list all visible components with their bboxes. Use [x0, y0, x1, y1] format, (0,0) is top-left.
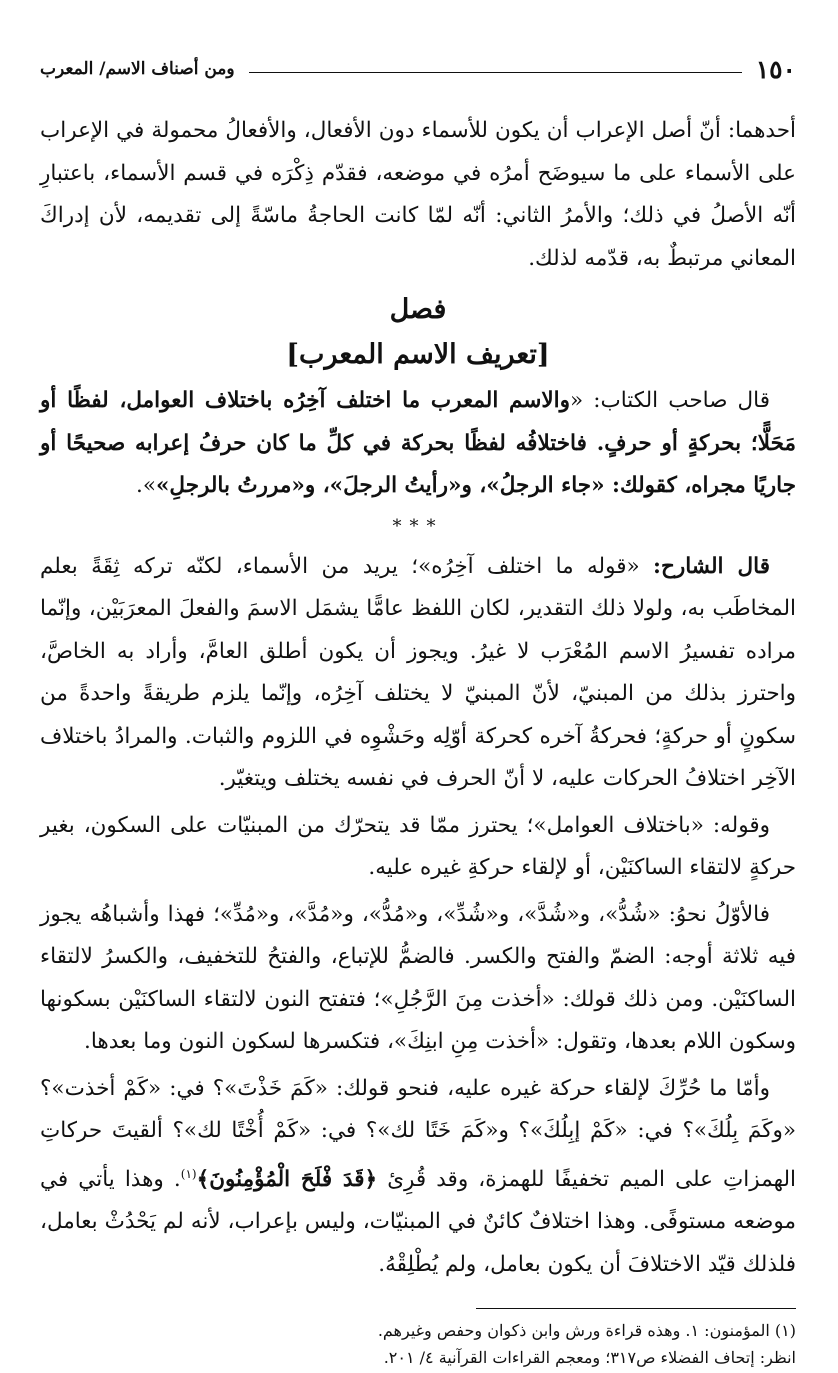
footnote-marker: (١) — [180, 1166, 197, 1181]
commentary-paragraph — [40, 546, 796, 801]
quran-quote: ﴿قَدَ فْلَحَ الْمُؤْمِنُونَ﴾ — [196, 1166, 378, 1192]
author-quote-close: ». — [135, 473, 156, 498]
section-separator: *** — [392, 515, 444, 537]
footnote-1: (١) المؤمنون: ١. وهذه قراءة ورش وابن ذكوان وحفص وغيرهم. — [377, 1321, 796, 1341]
paragraph-5 — [40, 1068, 796, 1287]
running-title: ومن أصناف الاسم/ المعرب — [40, 59, 235, 79]
section-subtitle: [تعريف الاسم المعرب] — [286, 339, 550, 370]
footnote-1-continued: انظر: إتحاف الفضلاء ص٣١٧؛ ومعجم القراءات القرآنية ٤/ ٢٠١. — [383, 1348, 796, 1368]
paragraph-3: وقوله: «باختلاف العوامل»؛ يحترز ممّا قد يتحرّك من المبنيّات على السكون، بغير حركةٍ لالتقاء الساكنَيْن، أو لإلقاء حركةِ غيره عليه. — [40, 812, 796, 880]
footnote-rule — [476, 1308, 796, 1309]
header-rule — [249, 72, 742, 73]
paragraph-4: فالأوّلُ نحوُ: «شُدُّ»، و«شُدَّ»، و«شُدِّ»، و«مُدُّ»، و«مُدَّ»، و«مُدِّ»؛ فهذا وأشباهُه يجوز فيه ثلاثة أوجه: الضمّ والفتح والكسر. فالضمُّ للإتباع، والفتحُ للتخفيف، والكسرُ لالتقاء الساكنَيْن. ومن ذلك قولك: «أخذت مِنَ الرَّجُلِ»؛ فتفتح النون لالتقاء الساكنَيْن بسكونها وسكون اللام بعدها، وتقول: «أخذت مِنِ ابنِكَ»، فتكسرها لسكون النون وما بعدها. — [40, 901, 796, 1054]
author-intro: قال صاحب الكتاب: « — [569, 388, 770, 413]
paragraph-5-text: وأمّا ما حُرِّكَ لإلقاء حركة غيره عليه، فنحو قولك: «كَمَ خَذْتَ»؟ في: «كَمْ أخذت»؟ «وكَمَ بِلُكَ»؟ في: «كَمْ إبِلُكَ»؟ و«كَمَ خَتًا لك»؟ في: «كَمْ أُخْتًا لك»؟ ألقيتَ حركاتِ الهمزاتِ على الميم تخفيفًا للهمزة، وقد قُرِئ — [40, 1075, 797, 1192]
commentator-label: قال الشارح: — [653, 553, 770, 579]
running-header — [40, 52, 796, 86]
author-quote: والاسم المعرب ما اختلف آخِرُه باختلاف العوامل، لفظًا أو مَحَلًّا؛ بحركةٍ أو حرفٍ. فاختلافُه لفظًا بحركة في كلِّ ما كان حرفُ إعرابه صحيحًا أو جاريًا مجراه، كقولك: «جاء الرجلُ»، و«رأيتُ الرجلَ»، و«مررتُ بالرجلِ» — [40, 388, 796, 498]
commentary-text: «قوله ما اختلف آخِرُه»؛ يريد من الأسماء، لكنّه تركه ثِقَةً بعلم المخاطَب به، ولولا ذلك التقدير، لكان اللفظ عامًّا يشمَل الاسمَ والفعلَ المعرَبَيْن، وإنّما مراده تفسيرُ الاسم المُعْرَب لا غيرُ. ويجوز أن يكون أطلق العامَّ، وأراد به الخاصَّ، واحترز بذلك من المبنيّ، لأنّ المبنيّ لا يختلف آخِرُه، وإنّما يلزم طريقةً واحدةً من سكونٍ أو حركةٍ؛ فحركةُ آخره كحركة أوّلِه وحَشْوِه في اللزوم والثبات. والمرادُ باختلاف الآخِر اختلافُ الحركات عليه، لا أنّ الحرف في نفسه يختلف ويتغيّر. — [40, 553, 796, 791]
author-text-paragraph — [40, 380, 796, 508]
paragraph-1: أحدهما: أنّ أصل الإعراب أن يكون للأسماء دون الأفعال، والأفعالُ محمولة في الإعراب على الأسماء على ما سيوضَح أمرُه في موضعه، فقدّم ذِكْرَه في قسم الأسماء، باعتبارِ أنّه الأصلُ في ذلك؛ والأمرُ الثاني: أنّه لمّا كانت الحاجةُ ماسّةً إلى تقديمه، لأن إدراكَ المعاني مرتبطٌ به، قدّمه لذلك. — [40, 118, 796, 271]
section-title: فصل — [389, 294, 447, 325]
page-number: ١٥٠ — [755, 54, 796, 84]
paragraph-5-end: . وهذا يأتي في موضعه مستوفًى. وهذا اختلافٌ كائنٌ في المبنيّات، وليس بإعراب، لأنه لم يَحْدُثْ بعامل، فلذلك قيّد الاختلافَ أن يكون بعامل، ولم يُطْلِقْهُ. — [40, 1166, 796, 1277]
